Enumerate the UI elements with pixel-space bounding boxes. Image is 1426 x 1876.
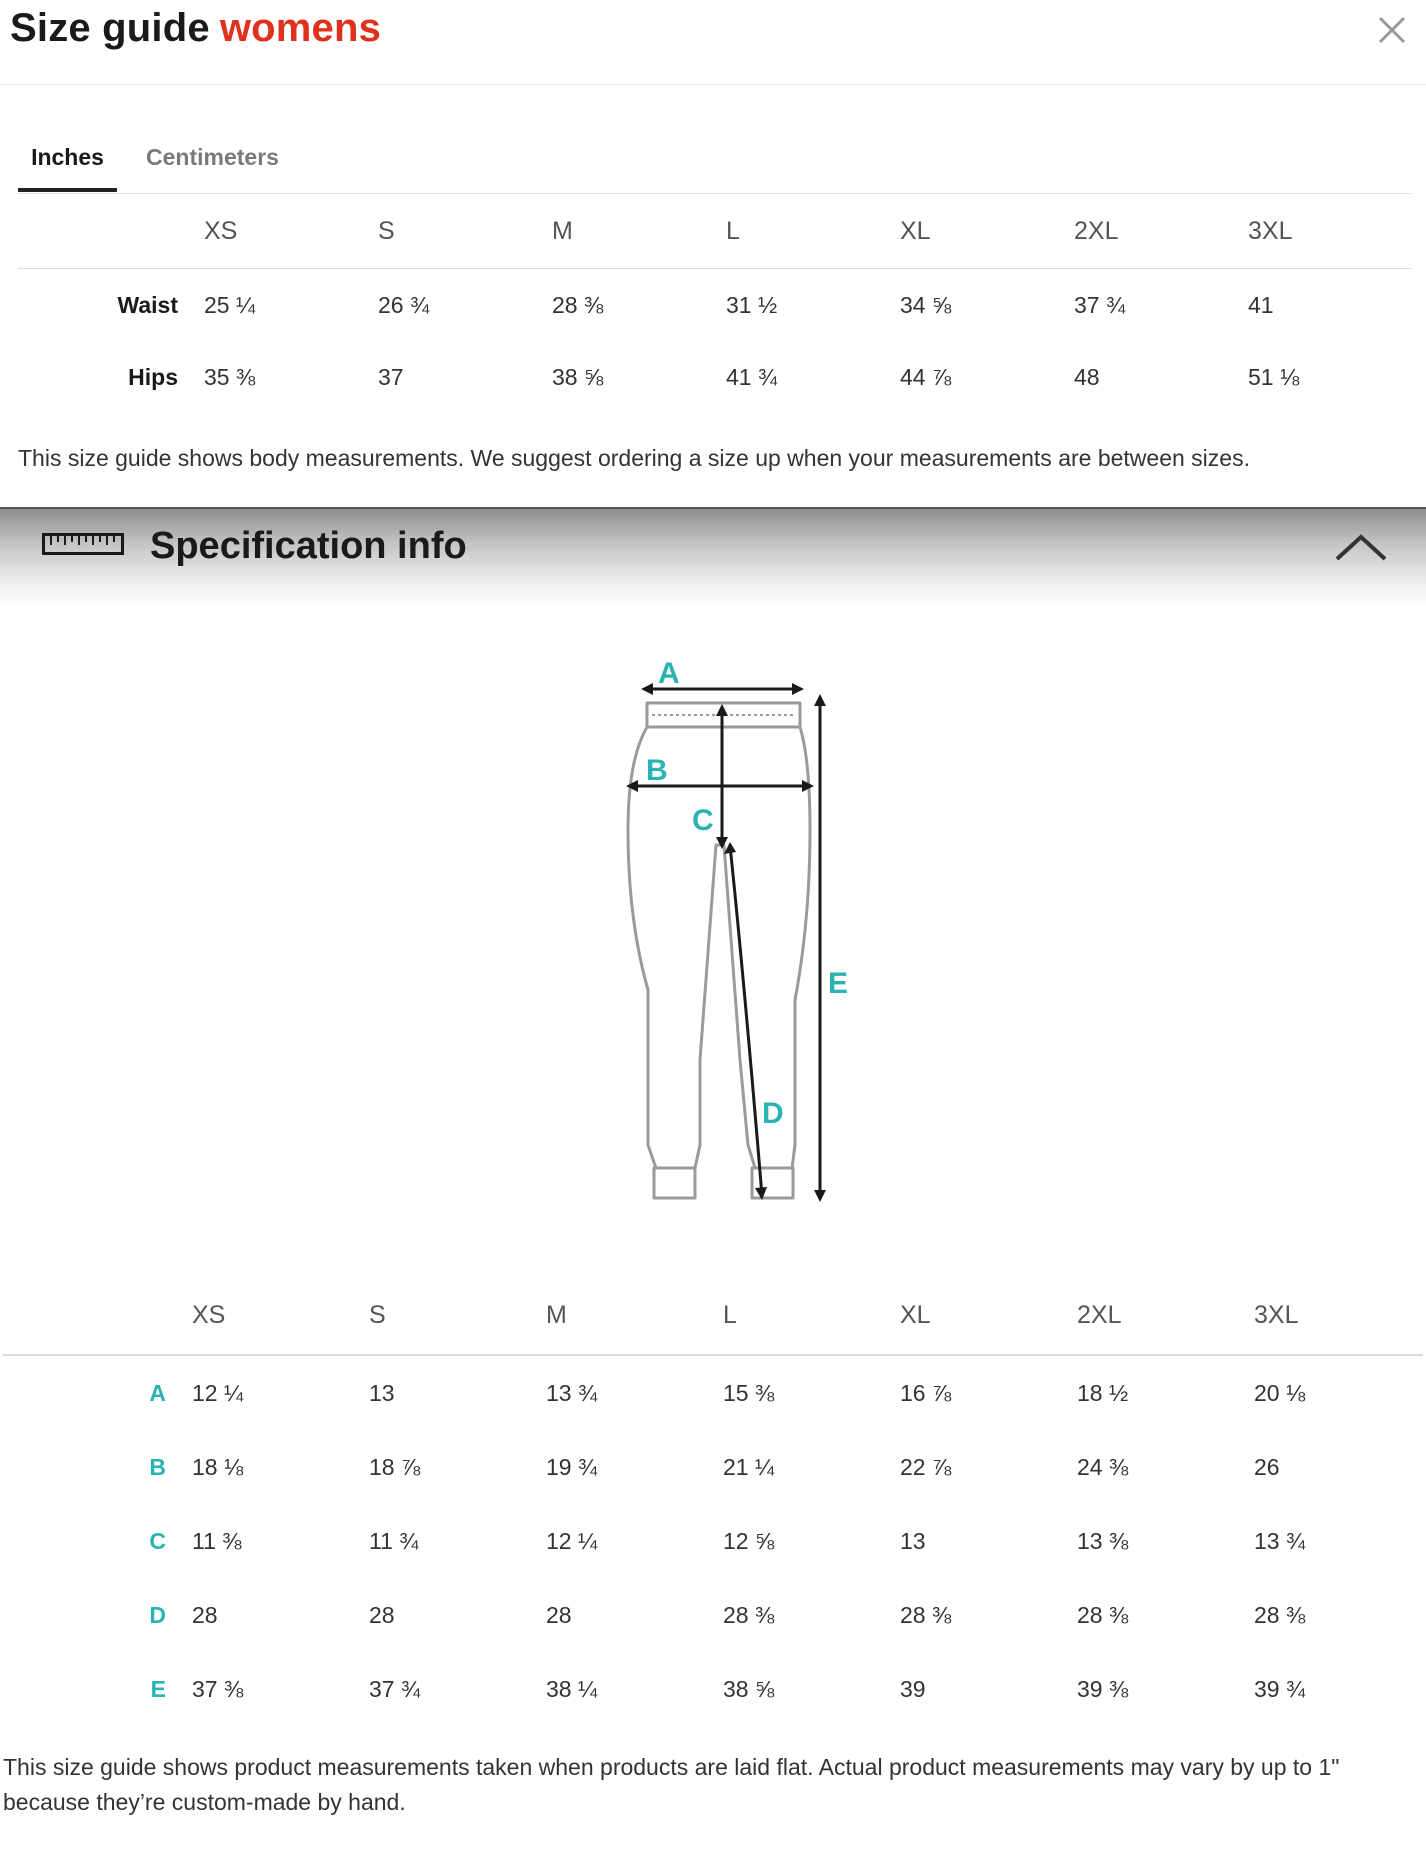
size-header: 2XL: [1077, 1276, 1254, 1355]
diagram-label-e: E: [828, 967, 849, 1000]
table-cell: 18 ⅛: [192, 1453, 244, 1480]
table-cell: 44 ⅞: [900, 363, 952, 390]
table-cell: 41: [1248, 291, 1274, 318]
table-cell: 12 ¼: [192, 1379, 244, 1406]
ruler-icon: [42, 533, 124, 555]
row-label-e: E: [150, 1675, 166, 1702]
product-measurements-note: This size guide shows product measurements taken when products are laid flat. Actual product measurements may vary by up to 1" because they’re custom-made by hand.: [3, 1754, 1340, 1815]
table-cell: 13: [369, 1379, 395, 1406]
table-cell: 51 ⅛: [1248, 363, 1300, 390]
table-cell: 13: [900, 1527, 926, 1554]
diagram-label-d: D: [762, 1097, 784, 1130]
size-header: S: [378, 194, 552, 269]
size-header: M: [546, 1276, 723, 1355]
body-measurements-table: [18, 194, 1412, 413]
table-row: [3, 1355, 1423, 1430]
table-cell: 28 ⅜: [552, 291, 604, 318]
close-icon[interactable]: [1372, 10, 1412, 50]
size-header: 3XL: [1248, 194, 1412, 269]
header-spacer: [18, 194, 204, 269]
table-cell: 11 ⅜: [192, 1527, 242, 1554]
table-cell: 26 ¾: [378, 291, 430, 318]
size-header: XL: [900, 1276, 1077, 1355]
table-cell: 37 ¾: [1074, 291, 1126, 318]
table-cell: 28 ⅜: [1077, 1601, 1129, 1628]
size-header: 3XL: [1254, 1276, 1423, 1355]
table-cell: 39 ⅜: [1077, 1675, 1129, 1702]
size-header-row: [3, 1276, 1423, 1355]
table-cell: 31 ½: [726, 291, 778, 318]
header-spacer: [3, 1276, 192, 1355]
title-text: Size guide: [10, 6, 210, 50]
table-cell: 38 ¼: [546, 1675, 598, 1702]
table-cell: 20 ⅛: [1254, 1379, 1306, 1406]
table-cell: 24 ⅜: [1077, 1453, 1129, 1480]
product-measurements-table: [3, 1276, 1423, 1726]
table-cell: 39: [900, 1675, 926, 1702]
row-label-c: C: [149, 1527, 166, 1554]
row-label-a: A: [149, 1379, 166, 1406]
diagram-label-a: A: [658, 657, 680, 690]
row-label-b: B: [149, 1453, 166, 1480]
modal-header: [0, 0, 1426, 85]
modal-title: [10, 6, 381, 51]
table-cell: 39 ¾: [1254, 1675, 1306, 1702]
table-cell: 37: [378, 363, 404, 390]
table-cell: 37 ¾: [369, 1675, 421, 1702]
chevron-up-icon[interactable]: [1334, 529, 1388, 565]
table-cell: 18 ⅞: [369, 1453, 421, 1480]
size-header: M: [552, 194, 726, 269]
table-cell: 28: [369, 1601, 395, 1628]
table-cell: 25 ¼: [204, 291, 256, 318]
table-cell: 28 ⅜: [723, 1601, 775, 1628]
table-cell: 38 ⅝: [723, 1675, 775, 1702]
table-cell: 37 ⅜: [192, 1675, 244, 1702]
table-row: [3, 1652, 1423, 1726]
table-cell: 21 ¼: [723, 1453, 775, 1480]
table-cell: 48: [1074, 363, 1100, 390]
table-cell: 12 ⅝: [723, 1527, 775, 1554]
table-row: [18, 269, 1412, 342]
table-row: [3, 1578, 1423, 1652]
table-cell: 12 ¼: [546, 1527, 598, 1554]
row-label-d: D: [149, 1601, 166, 1628]
size-header: XS: [204, 194, 378, 269]
row-label-waist: Waist: [117, 291, 178, 318]
table-cell: 18 ½: [1077, 1379, 1129, 1406]
size-header: L: [723, 1276, 900, 1355]
table-cell: 13 ⅜: [1077, 1527, 1129, 1554]
table-cell: 19 ¾: [546, 1453, 598, 1480]
pants-measurement-diagram: [620, 650, 849, 1210]
table-cell: 38 ⅝: [552, 363, 604, 390]
table-cell: 35 ⅜: [204, 363, 256, 390]
table-cell: 28: [192, 1601, 218, 1628]
table-cell: 41 ¾: [726, 363, 778, 390]
table-cell: 26: [1254, 1453, 1280, 1480]
table-row: [18, 341, 1412, 413]
size-header-row: [18, 194, 1412, 269]
table-cell: 13 ¾: [546, 1379, 598, 1406]
spec-info-title: Specification info: [150, 525, 467, 567]
unit-tabs: [18, 130, 1412, 194]
table-row: [3, 1430, 1423, 1504]
body-measurements-note: This size guide shows body measurements. We suggest ordering a size up when your measurements are between sizes.: [18, 445, 1250, 471]
table-row: [3, 1504, 1423, 1578]
spec-info-header[interactable]: [0, 507, 1426, 605]
table-cell: 15 ⅜: [723, 1379, 775, 1406]
table-cell: 16 ⅞: [900, 1379, 952, 1406]
table-cell: 28 ⅜: [900, 1601, 952, 1628]
table-cell: 28: [546, 1601, 572, 1628]
table-cell: 28 ⅜: [1254, 1601, 1306, 1628]
table-cell: 22 ⅞: [900, 1453, 952, 1480]
size-header: S: [369, 1276, 546, 1355]
tab-centimeters[interactable]: Centimeters: [146, 144, 279, 170]
diagram-label-c: C: [692, 804, 714, 837]
size-header: XL: [900, 194, 1074, 269]
title-accent: womens: [219, 6, 382, 50]
table-cell: 13 ¾: [1254, 1527, 1306, 1554]
diagram-label-b: B: [646, 754, 668, 787]
size-header: XS: [192, 1276, 369, 1355]
table-cell: 11 ¾: [369, 1527, 419, 1554]
size-header: L: [726, 194, 900, 269]
size-header: 2XL: [1074, 194, 1248, 269]
row-label-hips: Hips: [128, 363, 178, 390]
table-cell: 34 ⅝: [900, 291, 952, 318]
tab-inches[interactable]: Inches: [18, 142, 117, 192]
